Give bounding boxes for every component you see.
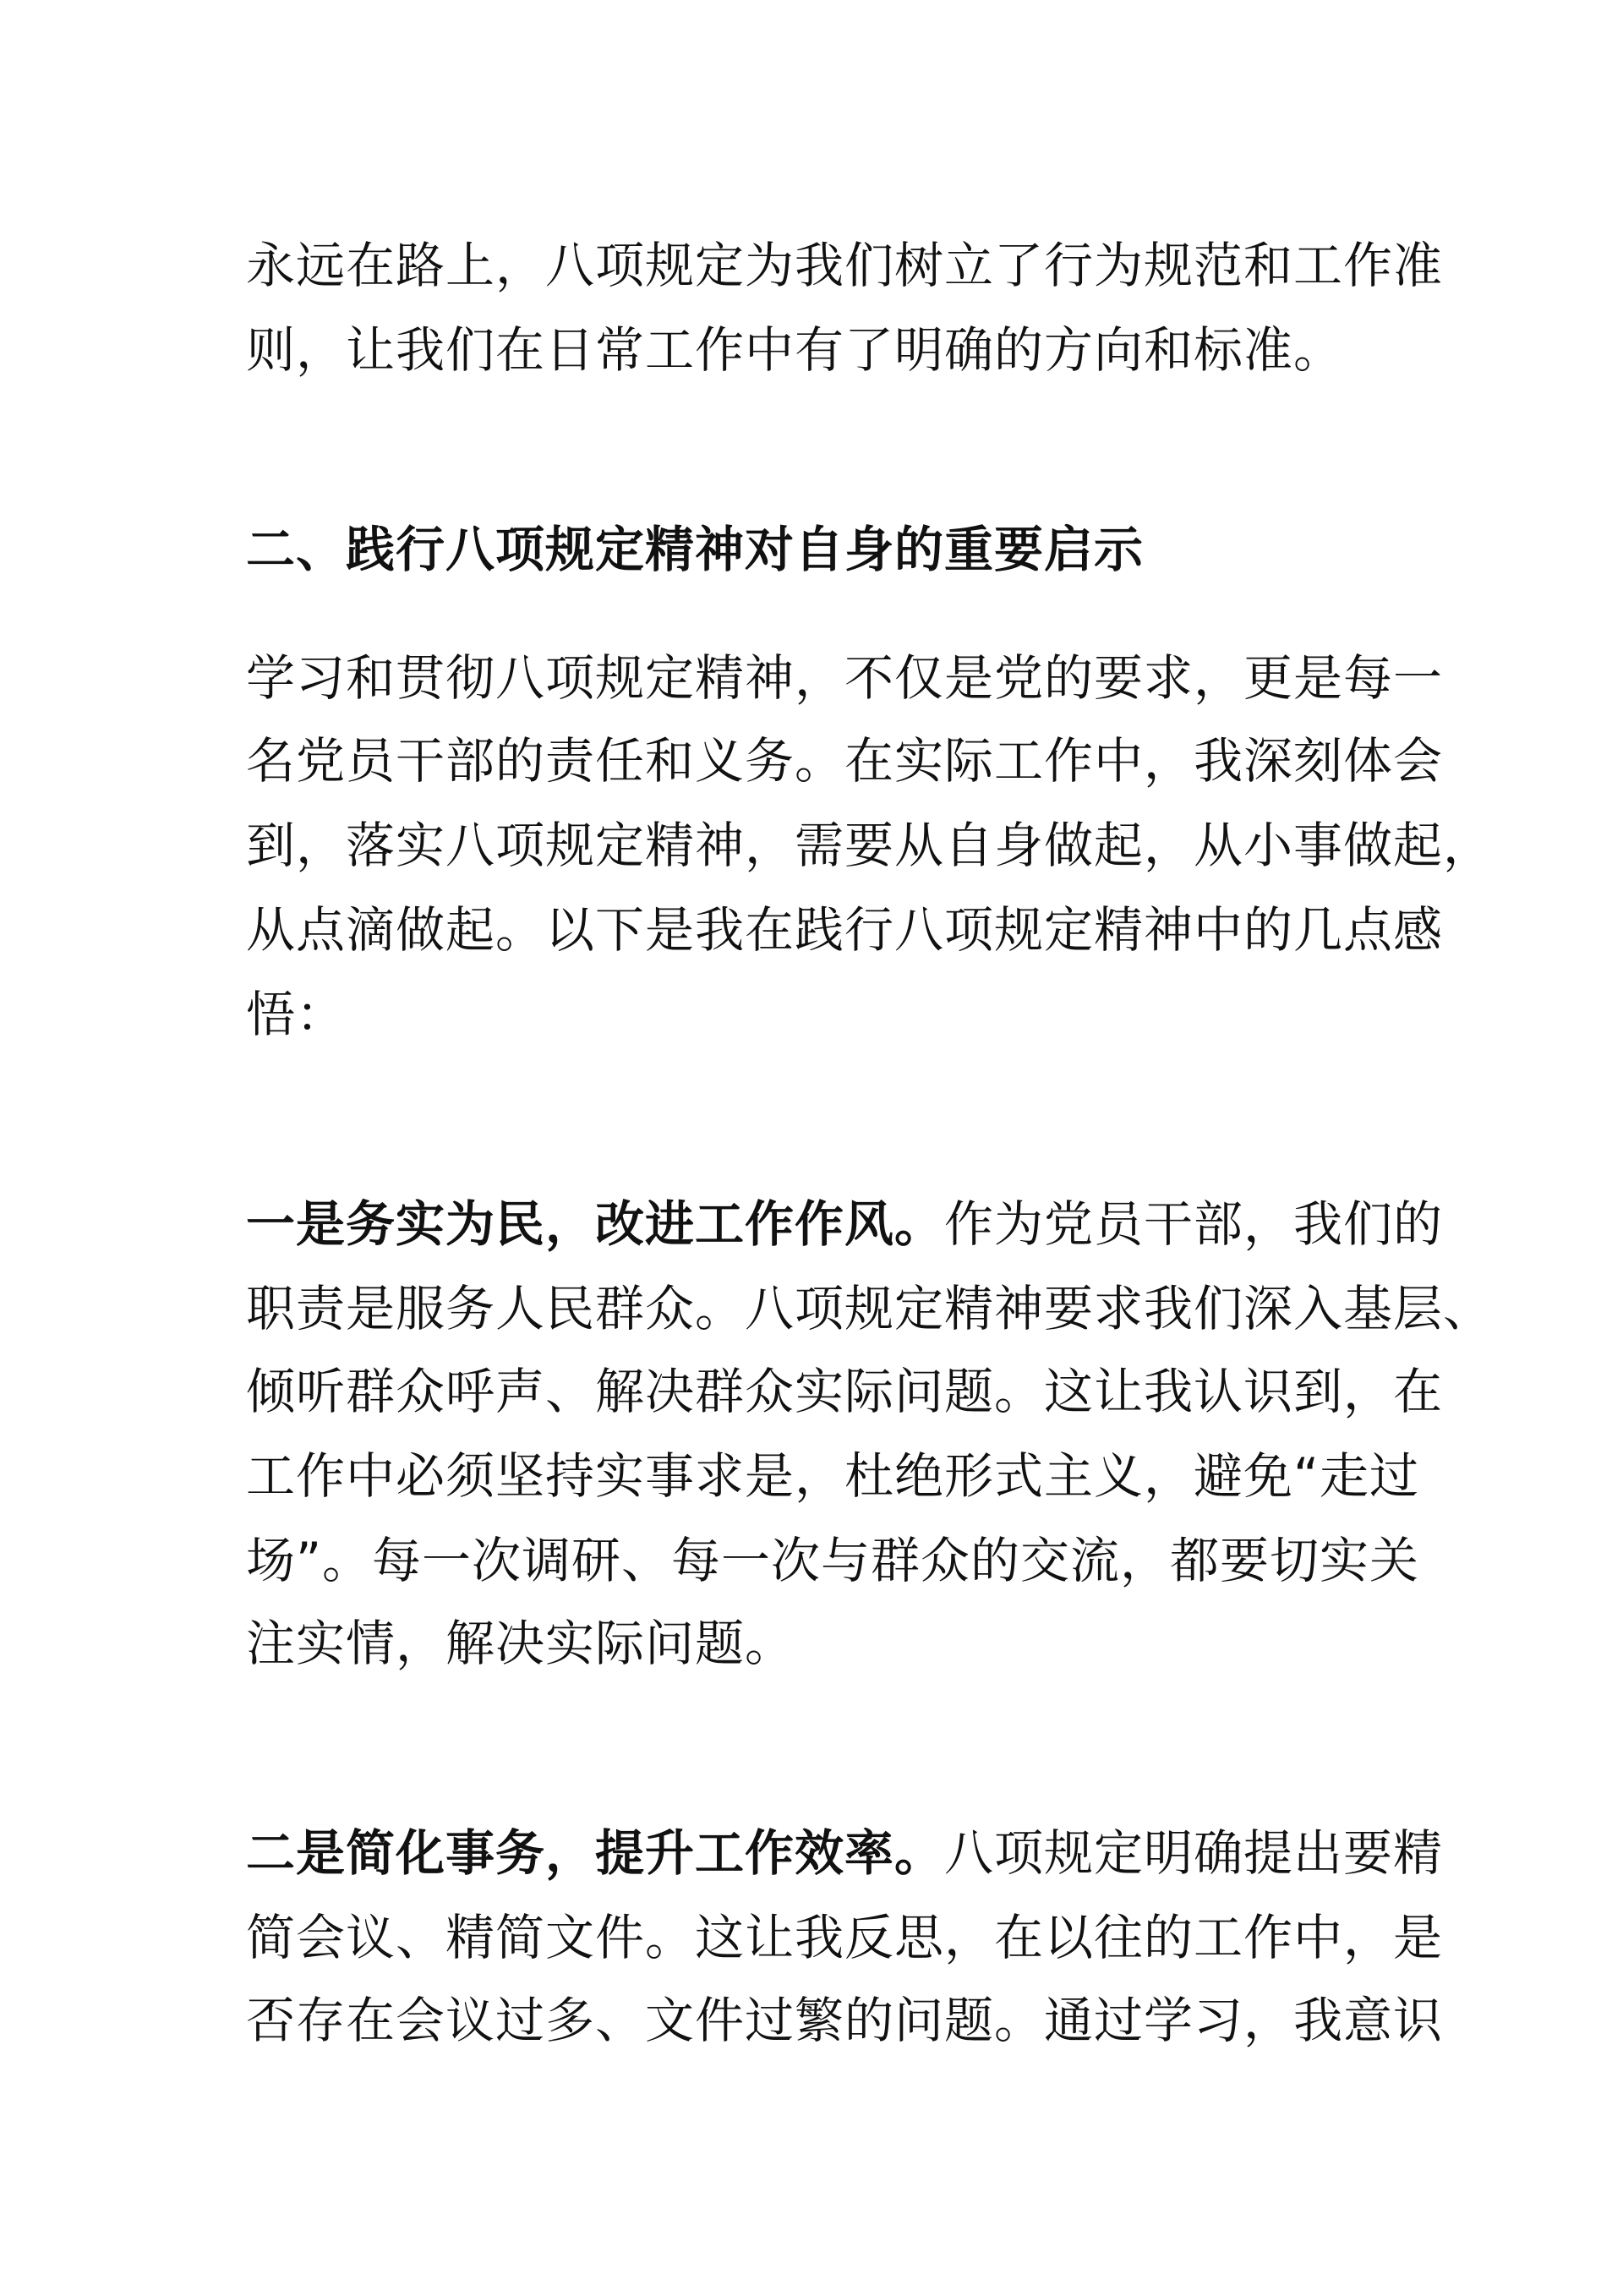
paragraph-line: 学习和贯彻八项规定精神，不仅是党的要求，更是每一 — [246, 649, 1444, 707]
point-two-first-line-rest: 八项规定明确提出要精 — [944, 1824, 1444, 1882]
point-two-lead: 二是简化事务，提升工作效率。 — [246, 1824, 945, 1882]
point-one-first-line-rest: 作为党员干部，我们的 — [944, 1195, 1444, 1253]
paragraph-line: 否存在会议过多、文件过繁的问题。通过学习，我意识 — [246, 1992, 1444, 2049]
paragraph-line: 则，让我们在日常工作中有了明确的方向和标准。 — [246, 321, 1344, 379]
paragraph-line: 工作中必须坚持实事求是，杜绝形式主义，避免“走过 — [246, 1447, 1420, 1505]
paragraph-line: 永远在路上，八项规定为我们树立了行为规范和工作准 — [246, 237, 1444, 294]
paragraph-line: 悟： — [246, 986, 347, 1043]
point-one-first-line — [246, 1192, 1444, 1256]
paragraph-line: 简会议、精简文件。这让我反思，在以往的工作中，是 — [246, 1909, 1444, 1966]
paragraph-line: 职责是服务人民群众。八项规定精神要求我们深入基层、 — [246, 1280, 1494, 1337]
paragraph-line: 注实情，解决实际问题。 — [246, 1615, 795, 1672]
point-two-first-line — [246, 1821, 1444, 1885]
paragraph-line: 从点滴做起。以下是我在践行八项规定精神中的几点感 — [246, 901, 1444, 959]
paragraph-line: 场”。每一次调研、每一次与群众的交流，都要切实关 — [246, 1532, 1420, 1589]
paragraph-line: 倾听群众呼声、解决群众实际问题。这让我认识到，在 — [246, 1363, 1444, 1420]
paragraph-line: 名党员干部的责任和义务。在实际工作中，我深刻体会 — [246, 732, 1444, 790]
point-one-lead: 一是务实为民，改进工作作风。 — [246, 1195, 945, 1253]
paragraph-line: 到，落实八项规定精神，需要从自身做起，从小事做起， — [246, 817, 1494, 874]
section-heading: 二、践行八项规定精神对自身的重要启示 — [246, 521, 1145, 578]
